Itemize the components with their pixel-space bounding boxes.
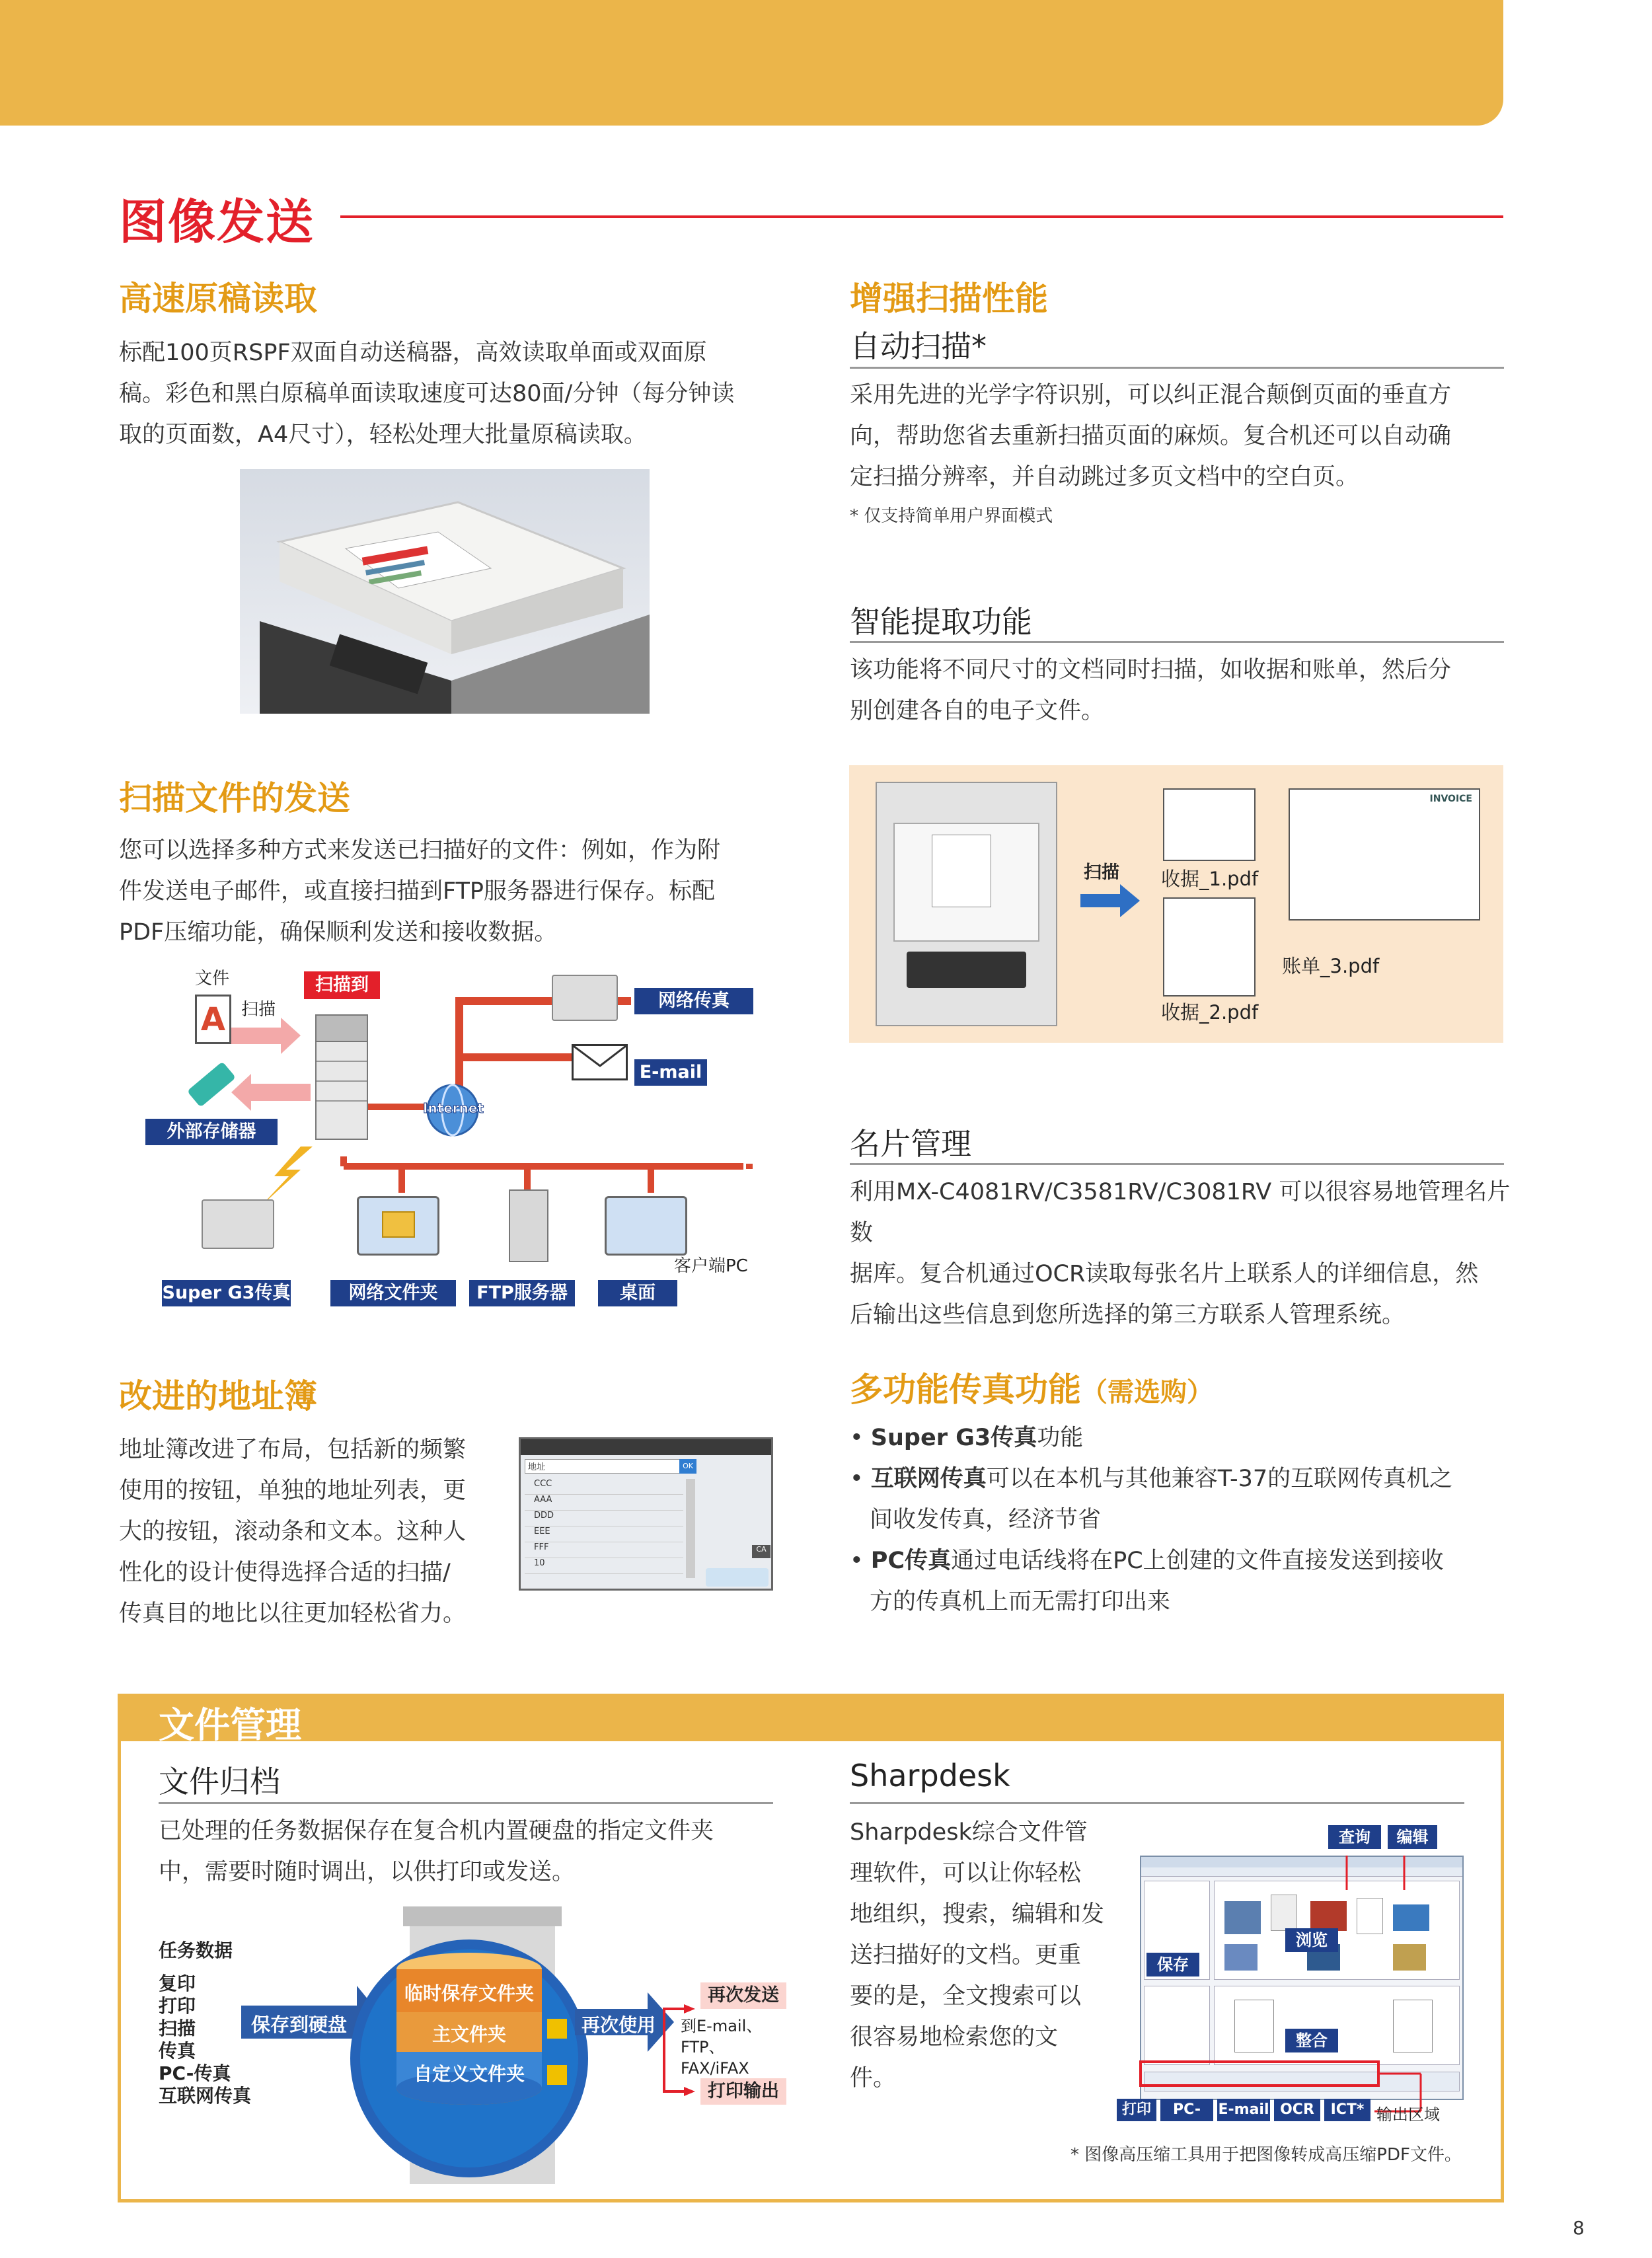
text-line: 标配100页RSPF双面自动送稿器，高效读取单面或双面原 [119, 340, 707, 366]
desktop-label: 桌面 [598, 1280, 677, 1306]
address-field-label: 地址 [528, 1462, 546, 1472]
auto-scan-heading: 自动扫描* [850, 328, 987, 364]
resend-detail [681, 2015, 793, 2079]
section-rule [850, 641, 1504, 643]
addressbook-screen [519, 1437, 773, 1591]
page-title: 图像发送 [119, 194, 315, 250]
scan-arrow-label: 扫描 [1084, 862, 1119, 883]
network-fax-label: 网络传真 [634, 988, 753, 1014]
title-rule [340, 215, 1503, 218]
folder-custom: 自定义文件夹 [413, 2063, 525, 2085]
section-rule [850, 367, 1504, 369]
smart-extract-body [850, 650, 1511, 732]
fax-item-bold: PC传真 [870, 1548, 952, 1574]
job-item: PC-传真 [159, 2062, 231, 2084]
invoice-word: INVOICE [1429, 794, 1472, 804]
card-mgmt-heading: 名片管理 [850, 1126, 971, 1162]
enhance-heading: 增强扫描性能 [850, 280, 1048, 318]
text-line: 别创建各自的电子文件。 [850, 698, 1105, 724]
scan-send-heading: 扫描文件的发送 [119, 779, 350, 817]
archive-diagram [152, 1906, 793, 2184]
text-line: Sharpdesk综合文件管 [850, 1819, 1088, 1846]
external-storage-label: 外部存储器 [145, 1119, 278, 1145]
sharpdesk-heading: Sharpdesk [850, 1758, 1010, 1793]
network-fax-icon [552, 975, 618, 1021]
start-button[interactable] [706, 1568, 769, 1587]
address-list [525, 1479, 683, 1574]
output-ocr: OCR [1274, 2099, 1320, 2121]
job-item: 打印 [159, 1995, 196, 2017]
top-color-band [0, 0, 1503, 126]
fax-item-bold: Super G3传真 [870, 1425, 1037, 1451]
fax-item-bold: 互联网传真 [870, 1466, 987, 1492]
text-line: 据库。复合机通过OCR读取每张名片上联系人的详细信息，然 [850, 1261, 1479, 1287]
fax-item-text: 可以在本机与其他兼容T-37的互联网传真机之 [986, 1466, 1453, 1492]
scan-to-badge: 扫描到 [304, 971, 380, 999]
scanned-sheet [932, 835, 991, 907]
addressbook-heading: 改进的地址簿 [119, 1377, 317, 1415]
super-g3-label: Super G3传真 [162, 1280, 291, 1306]
internet-label: Internet [423, 1100, 484, 1116]
reuse-label: 再次使用 [582, 2014, 656, 2036]
output-ict: ICT* [1324, 2099, 1370, 2121]
receipt-1-label: 收据_1.pdf [1161, 868, 1259, 890]
address-entry[interactable]: CCC [525, 1479, 683, 1495]
fax-item-cont: 方的传真机上而无需打印出来 [870, 1589, 1171, 1615]
sharpdesk-note: * 图像高压缩工具用于把图像转成高压缩PDF文件。 [1070, 2145, 1462, 2165]
fax-item: • PC传真通过电话线将在PC上创建的文件直接发送到接收 [850, 1548, 1444, 1574]
edit-label: 编辑 [1388, 1825, 1437, 1849]
fax-item-text: 功能 [1037, 1425, 1084, 1451]
text-line: 采用先进的光学字符识别，可以纠正混合颠倒页面的垂直方 [850, 382, 1452, 408]
text-line: 要的是，全文搜索可以 [850, 1983, 1082, 2010]
output-print: 打印 [1117, 2099, 1156, 2121]
output-email: E-mail [1217, 2099, 1270, 2121]
receipt-2-thumb [1163, 897, 1256, 997]
jobs-title: 任务数据 [159, 1939, 233, 1961]
addressbook-body [119, 1429, 502, 1634]
fax-heading [850, 1363, 1213, 1411]
receipt-2-label: 收据_2.pdf [1161, 1001, 1259, 1024]
client-pc-label: 客户端PC [674, 1256, 748, 1276]
text-line: 送扫描好的文档。更重 [850, 1942, 1082, 1969]
text-line: 使用的按钮，单独的地址列表，更 [119, 1478, 467, 1504]
output-pcfax: PC-Fax [1160, 2099, 1213, 2121]
ftp-server-label: FTP服务器 [469, 1280, 575, 1306]
doc-label: 文件 [195, 969, 230, 989]
print-output-label: 打印输出 [700, 2078, 786, 2105]
text-line: 后输出这些信息到您所选择的第三方联系人管理系统。 [850, 1302, 1406, 1328]
file-management-title: 文件管理 [159, 1704, 301, 1746]
archive-body [159, 1811, 786, 1893]
card-mgmt-body [850, 1172, 1511, 1336]
text-line: 理软件，可以让你轻松 [850, 1860, 1082, 1887]
address-entry[interactable]: EEE [525, 1526, 683, 1542]
envelope-flap [574, 1046, 626, 1078]
invoice-label: 账单_3.pdf [1282, 955, 1380, 977]
job-item: 复印 [159, 1973, 196, 1994]
section-rule [850, 1802, 1464, 1804]
auto-scan-note: * 仅支持简单用户界面模式 [850, 506, 1053, 526]
resend-detail-line: FTP、FAX/iFAX [681, 2038, 749, 2078]
fax-item: • Super G3传真功能 [850, 1425, 1084, 1451]
browse-label: 浏览 [1285, 1928, 1338, 1952]
auto-scan-body [850, 375, 1511, 498]
smart-extract-heading: 智能提取功能 [850, 604, 1032, 640]
text-line: 件。 [850, 2065, 897, 2091]
desktop-pc-icon [605, 1196, 687, 1256]
text-line: 您可以选择多种方式来发送已扫描好的文件：例如，作为附 [119, 837, 721, 864]
text-line: 该功能将不同尺寸的文档同时扫描，如收据和账单，然后分 [850, 657, 1452, 683]
scan-send-body [119, 830, 786, 953]
text-line: 利用MX-C4081RV/C3581RV/C3081RV 可以很容易地管理名片数 [850, 1179, 1511, 1246]
section-rule [159, 1802, 773, 1804]
ftp-server-icon [509, 1189, 548, 1262]
merge-label: 整合 [1285, 2029, 1338, 2052]
scrollbar[interactable] [686, 1479, 695, 1578]
text-line: 地址簿改进了布局，包括新的频繁 [119, 1437, 467, 1463]
text-line: 已处理的任务数据保存在复合机内置硬盘的指定文件夹 [159, 1818, 714, 1844]
folder-main: 主文件夹 [432, 2023, 506, 2045]
fax-item-cont: 间收发传真，经济节省 [870, 1507, 1102, 1533]
sharpdesk-body [850, 1812, 1127, 2099]
archive-heading: 文件归档 [159, 1764, 280, 1799]
network-folder-pc-icon [357, 1196, 439, 1256]
section-rule [850, 1163, 1504, 1165]
save-label: 保存 [1146, 1953, 1199, 1976]
receipt-1-thumb [1163, 788, 1256, 861]
ok-button[interactable]: OK [679, 1459, 696, 1474]
address-entry[interactable]: DDD [525, 1511, 683, 1526]
resend-label: 再次发送 [700, 1982, 786, 2009]
rspf-photo [240, 469, 650, 714]
rspf-heading: 高速原稿读取 [119, 280, 317, 318]
folder-temp: 临时保存文件夹 [404, 1982, 534, 2004]
smart-extract-figure [849, 765, 1503, 1043]
fax-heading-main: 多功能传真功能 [850, 1371, 1081, 1409]
fax-item-text: 通过电话线将在PC上创建的文件直接发送到接收 [951, 1548, 1444, 1574]
text-line: 大的按钮，滚动条和文本。这种人 [119, 1519, 467, 1545]
fax-list [850, 1417, 1511, 1622]
scan-arrow [1080, 884, 1140, 917]
screen-header [521, 1439, 771, 1455]
ca-button[interactable]: CA [752, 1545, 770, 1558]
text-line: 稿。彩色和黑白原稿单面读取速度可达80面/分钟（每分钟读 [119, 381, 735, 407]
address-entry[interactable]: 10 [525, 1558, 683, 1574]
text-line: 传真目的地比以往更加轻松省力。 [119, 1600, 467, 1627]
fax-machine-icon [202, 1199, 274, 1249]
mfp-icon [315, 1014, 368, 1140]
text-line: 中，需要时随时调出，以供打印或发送。 [159, 1859, 576, 1885]
output-area-label: 输出区域 [1376, 2105, 1440, 2124]
fax-item: • 互联网传真可以在本机与其他兼容T-37的互联网传真机之 [850, 1466, 1453, 1492]
document-a-icon: A [195, 995, 231, 1044]
rspf-body [119, 332, 786, 455]
address-entry[interactable]: FFF [525, 1542, 683, 1558]
scan-label: 扫描 [241, 1000, 276, 1020]
resend-detail-line: 到E-mail、 [681, 2017, 763, 2035]
text-line: 地组织，搜索，编辑和发 [850, 1901, 1105, 1928]
save-to-disk-label: 保存到硬盘 [251, 2013, 348, 2036]
text-line: 取的页面数，A4尺寸），轻松处理大批量原稿读取。 [119, 422, 647, 448]
text-line: 定扫描分辨率，并自动跳过多页文档中的空白页。 [850, 464, 1359, 490]
text-line: PDF压缩功能，确保顺利发送和接收数据。 [119, 919, 558, 946]
query-label: 查询 [1328, 1825, 1381, 1849]
page-number: 8 [1573, 2217, 1585, 2239]
network-folder-label: 网络文件夹 [330, 1280, 456, 1306]
email-label: E-mail [634, 1059, 707, 1086]
file-management-header [118, 1694, 1504, 1741]
text-line: 性化的设计使得选择合适的扫描/ [119, 1560, 451, 1586]
job-item: 扫描 [159, 2017, 196, 2039]
fax-heading-suffix: （需选购） [1081, 1377, 1213, 1408]
sharpdesk-callouts [1123, 1830, 1474, 2141]
output-buttons [1117, 2099, 1370, 2140]
text-line: 向，帮助您省去重新扫描页面的麻烦。复合机还可以自动确 [850, 423, 1452, 449]
scan-send-diagram [142, 961, 770, 1312]
text-line: 很容易地检索您的文 [850, 2024, 1059, 2051]
job-item: 传真 [159, 2040, 196, 2062]
address-field[interactable] [525, 1459, 690, 1474]
email-envelope-icon [572, 1044, 628, 1080]
job-item: 互联网传真 [159, 2085, 252, 2107]
text-line: 件发送电子邮件，或直接扫描到FTP服务器进行保存。标配 [119, 878, 716, 905]
mfp-feeder-illustration [240, 469, 650, 714]
address-entry[interactable]: AAA [525, 1495, 683, 1511]
invoice-thumb [1289, 788, 1480, 921]
